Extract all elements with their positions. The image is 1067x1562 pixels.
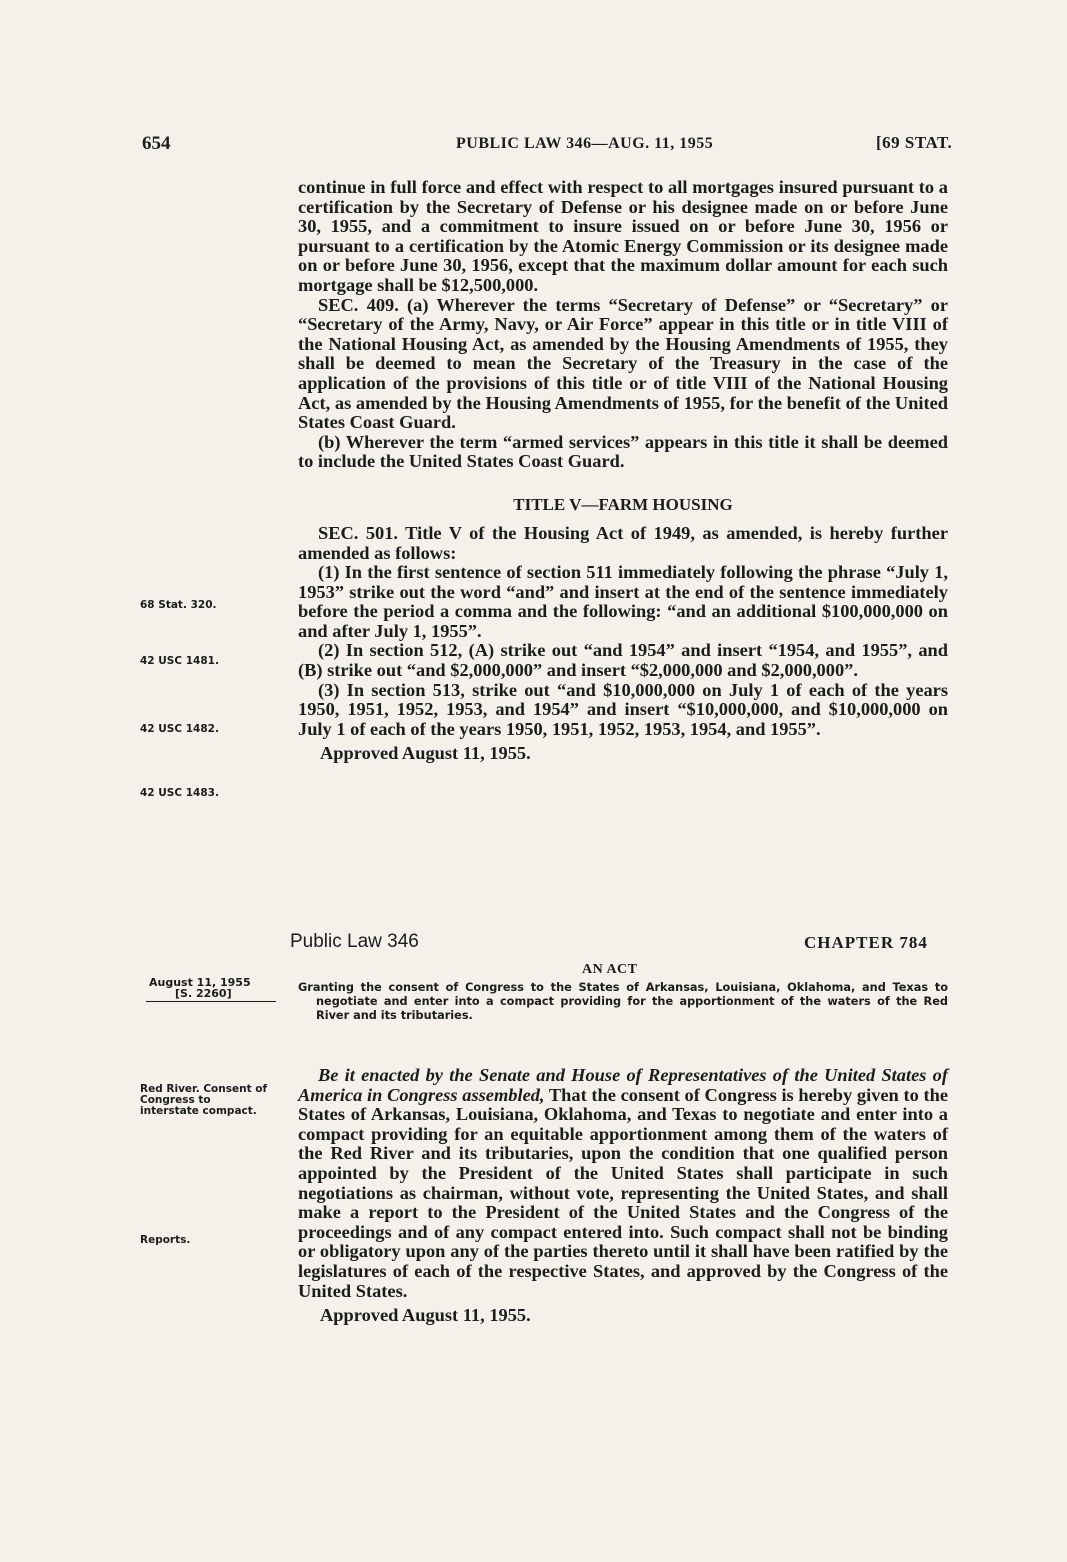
approved-date-first: Approved August 11, 1955. bbox=[320, 743, 531, 764]
enacting-body: That the consent of Congress is hereby given to the States of Arkansas, Louisiana, Oklahoma, and Texas to negotiate and enter into a compact providing for an equitable apportionment among them of the waters of the Red River and its tributaries, upon the condition that one qualified person appointed by the President of the United States shall participate in such negotiations as chairman, without vote, representing the United States, and shall make a report to the President of the United States and the Congress of the proceedings and of any compact entered into. Such compact shall not be binding or obligatory upon any of the parties thereto until it shall have been ratified by the legislatures of each of the respective States, and approved by the Congress of the United States. bbox=[298, 1084, 949, 1301]
chapter-label: CHAPTER 784 bbox=[804, 933, 928, 952]
enactment-date-note bbox=[149, 977, 267, 999]
date-rule bbox=[146, 1001, 276, 1002]
section-408-continuation: continue in full force and effect with respect to all mortgages insured pursuant to a certification by the Secretary of Defense or his designee made on or before June 30, 1955, and a commitment to insure issued on or before June 30, 1956 or pursuant to a certification by the Atomic Energy Commission or its designee made on or before June 30, 1956, except that the maximum dollar amount for each such mortgage shall be $12,500,000. bbox=[298, 177, 948, 295]
act-description-text: Granting the consent of Congress to the States of Arkansas, Louisiana, Oklahoma, and Texas to negotiate and enter into a compact providing for the apportionment of the waters of the Red River and its tributaries. bbox=[298, 981, 948, 1022]
section-501-item-3: (3) In section 513, strike out “and $10,000,000 on July 1 of each of the years 1950, 1951, 1952, 1953, and 1954” and insert “$10,000,000, and $10,000,000 on July 1 of each of the years 1950, 1951, 1952, 1953, 1954, and 1955”. bbox=[298, 679, 948, 739]
title-v-heading: TITLE V—FARM HOUSING bbox=[513, 494, 733, 514]
section-501-item-1: (1) In the first sentence of section 511 immediately following the phrase “July 1, 1953” strike out the word “and” and insert at the end of the sentence immediately before the period a comma and the following: “and an additional $100,000,000 on and after July 1, 1955”. bbox=[298, 562, 948, 641]
enacting-paragraph bbox=[298, 1066, 948, 1301]
an-act-heading: AN ACT bbox=[582, 962, 638, 977]
page-number: 654 bbox=[142, 133, 171, 154]
section-501-item-2: (2) In section 512, (A) strike out “and 1954” and insert “1954, and 1955”, and (B) strike out “and $2,000,000” and insert “$2,000,000 and $2,000,000”. bbox=[298, 640, 948, 681]
bleed-note bbox=[138, 202, 274, 213]
section-409-b: (b) Wherever the term “armed services” appears in this title it shall be deemed to include the United States Coast Guard. bbox=[298, 431, 948, 472]
sidenote-red-river: Red River. Consent of Congress to interstate compact. bbox=[140, 1083, 268, 1117]
volume-reference: [69 STAT. bbox=[876, 133, 953, 152]
main-column bbox=[298, 178, 948, 763]
sidenote-usc-1482: 42 USC 1482. bbox=[140, 723, 219, 735]
section-409-a: SEC. 409. (a) Wherever the terms “Secretary of Defense” or “Secretary” or “Secretary of the Army, Navy, or Air Force” appear in this title or in title VIII of the National Housing Act, as amended by the Housing Amendments of 1955, they shall be deemed to mean the Secretary of the Treasury in the case of the application of the provisions of this title or of title VIII of the National Housing Act, as amended by the Housing Amendments of 1955, for the benefit of the United States Coast Guard. bbox=[298, 294, 948, 433]
approved-date-second: Approved August 11, 1955. bbox=[320, 1305, 531, 1326]
sidenote-stat: 68 Stat. 320. bbox=[140, 599, 217, 611]
sidenote-reports: Reports. bbox=[140, 1234, 191, 1246]
enacting-clause: Be it enacted by the Senate and House of Representatives of the United States of America in Congress assembled, bbox=[298, 1065, 948, 1105]
date-line-2: [S. 2260] bbox=[175, 987, 232, 1000]
act-description bbox=[298, 981, 948, 1022]
sidenote-usc-1483: 42 USC 1483. bbox=[140, 787, 219, 799]
running-head: PUBLIC LAW 346—AUG. 11, 1955 bbox=[456, 135, 714, 152]
date-line-1: August 11, 1955 bbox=[149, 976, 251, 989]
public-law-label: Public Law 346 bbox=[290, 931, 419, 952]
section-501: SEC. 501. Title V of the Housing Act of 1949, as amended, is hereby further amended as follows: bbox=[298, 522, 948, 563]
enacting-section bbox=[298, 1066, 948, 1325]
sidenote-usc-1481: 42 USC 1481. bbox=[140, 655, 219, 667]
